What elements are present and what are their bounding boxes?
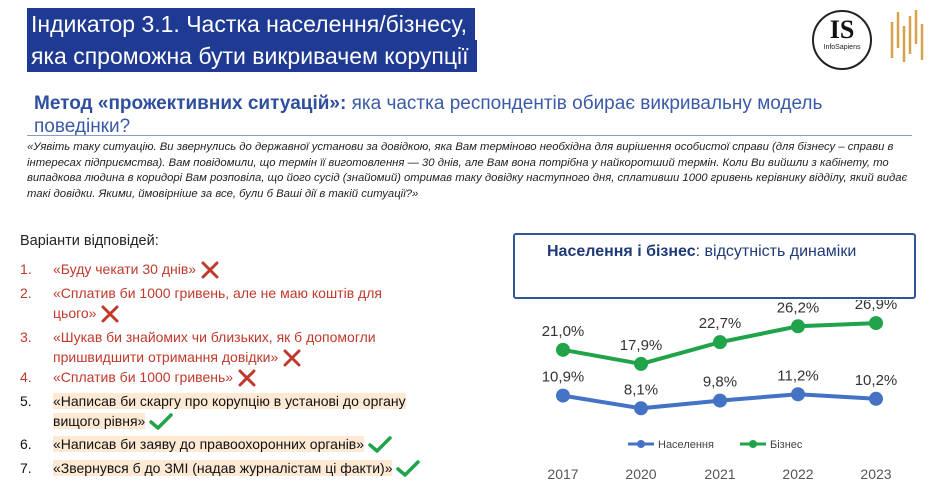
cross-icon <box>200 261 220 279</box>
x-tick-label: 2023 <box>860 466 892 482</box>
method-bold: Метод «прожективних ситуацій»: <box>34 93 347 114</box>
x-tick-label: 2022 <box>782 466 814 482</box>
answer-item <box>20 259 220 279</box>
chart-caption-text: : відсутність динаміки <box>695 243 857 260</box>
answer-text: «Написав би скаргу про корупцію в установі до органу <box>53 393 406 409</box>
answers-title: Варіанти відповідей: <box>20 233 159 249</box>
data-label: 11,2% <box>777 367 819 385</box>
infosapiens-logo <box>812 10 872 70</box>
answer-text-cont: вищого рівня» <box>53 413 146 429</box>
data-point <box>556 389 570 403</box>
chart-caption-bold: Населення і бізнес <box>547 243 696 260</box>
data-point <box>791 387 805 401</box>
answer-text-cont: пришвидшити отримання довідки» <box>53 349 279 365</box>
scenario-quote: «Уявіть таку ситуацію. Ви звернулись до державної установи за довідкою, яка Вам терміново необхідна для вирішення особистої справи (для бізнесу – справи в інтересах підприємства). Вам повідомили, що термін її виготовлення — 30 днів, але Вам вона потрібна у найкоротший термін. Коли Ви вийшли з кабінету, то випадкова людина в коридорі Вам розповіла, що його сусід (знайомий) отримав таку довідку наступного дня, сплативши 1000 гривень керівнику відділу, який видає такі довідки. Якими, ймовірніше за все, були б Ваші дії в такій ситуації?» <box>27 135 912 202</box>
check-icon <box>368 436 392 454</box>
legend-marker <box>749 440 757 448</box>
partner-bars-logo-icon <box>888 8 928 64</box>
method-text: яка частка респондентів обирає викривальну модель поведінки? <box>34 93 823 137</box>
data-label: 21,0% <box>541 322 585 340</box>
data-point <box>713 394 727 408</box>
answer-number: 2. <box>20 285 32 301</box>
answer-number: 3. <box>20 329 32 345</box>
line-chart <box>500 300 940 497</box>
data-label: 26,9% <box>854 300 898 314</box>
answer-number: 5. <box>20 393 32 409</box>
data-point <box>634 357 648 371</box>
answer-number: 6. <box>20 436 32 452</box>
legend-label: Бізнес <box>770 439 803 451</box>
answer-item <box>20 327 376 367</box>
data-point <box>869 316 883 330</box>
answer-item <box>20 434 392 454</box>
data-label: 10,9% <box>541 368 585 386</box>
cross-icon <box>237 369 257 387</box>
x-tick-label: 2020 <box>625 466 657 482</box>
data-label: 8,1% <box>623 381 659 399</box>
answer-text: «Написав би заяву до правоохоронних органів» <box>53 436 365 452</box>
data-label: 26,2% <box>776 300 820 317</box>
data-point <box>713 335 727 349</box>
x-tick-label: 2017 <box>547 466 579 482</box>
method-heading <box>34 92 864 138</box>
answer-item <box>20 391 406 431</box>
legend-marker <box>637 440 645 448</box>
data-point <box>556 343 570 357</box>
data-label: 10,2% <box>854 371 898 389</box>
answer-text-cont: цього» <box>53 305 97 321</box>
cross-icon <box>282 349 302 367</box>
data-label: 22,7% <box>698 315 742 333</box>
check-icon <box>396 460 420 478</box>
legend-label: Населення <box>658 439 714 451</box>
data-point <box>634 401 648 415</box>
title-block <box>27 8 477 72</box>
check-icon <box>149 413 173 431</box>
data-label: 9,8% <box>702 373 738 391</box>
answer-item <box>20 283 382 323</box>
logo-main-text: IS <box>829 15 855 44</box>
cross-icon <box>100 305 120 323</box>
answer-number: 7. <box>20 460 32 476</box>
answer-text: «Звернувся б до ЗМІ (надав журналістам ці факти)» <box>53 460 393 476</box>
answer-text: «Буду чекати 30 днів» <box>53 261 197 277</box>
x-tick-label: 2021 <box>704 466 736 482</box>
answer-item <box>20 458 420 478</box>
data-label: 17,9% <box>619 336 663 354</box>
answer-text: «Шукав би знайомих чи близьких, як б допомогли <box>53 329 376 345</box>
title-line-1: Індикатор 3.1. Частка населення/бізнесу, <box>27 8 475 40</box>
data-point <box>869 392 883 406</box>
chart-caption-box <box>513 233 916 299</box>
answer-number: 4. <box>20 369 32 385</box>
data-point <box>791 319 805 333</box>
answer-item <box>20 367 257 387</box>
title-line-2: яка спроможна бути викривачем корупції <box>27 40 477 72</box>
answer-text: «Сплатив би 1000 гривень, але не маю коштів для <box>53 285 382 301</box>
logo-sub-text: InfoSapiens <box>823 44 861 51</box>
answer-number: 1. <box>20 261 32 277</box>
answer-text: «Сплатив би 1000 гривень» <box>53 369 234 385</box>
